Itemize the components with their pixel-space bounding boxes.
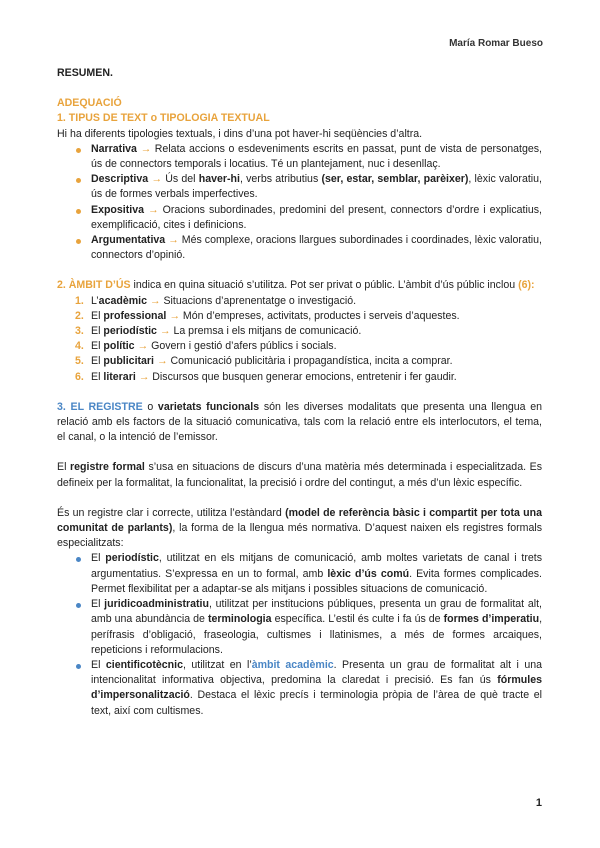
bullet-icon bbox=[76, 664, 81, 669]
ambit-paragraph: 2. ÀMBIT D’ÚS indica en quina situació s’utilitza. Pot ser privat o públic. L’àmbit d’ús públic inclou (6): bbox=[57, 279, 535, 292]
bullet-icon bbox=[76, 603, 81, 608]
ambit-list bbox=[57, 294, 542, 385]
list-item: El juridicoadministratiu, utilitzat per institucions públiques, presenta un grau de formalitat alt, amb una abundància de terminologia específica. L’estil és culte i fa ús de formes d’imperatiu, perífrasis d’obligació, fraseologia, cultismes i llatinismes, a més de formes arcaiques, repeticions i reformulacions. bbox=[57, 597, 542, 658]
bullet-icon bbox=[76, 178, 81, 183]
list-item: El cientificotècnic, utilitzat en l’àmbit acadèmic. Presenta un grau de formalitat alt i una intencionalitat informativa objectiva, predomina la claredat i precisió. Es fan ús fórmules d’impersonalització. Destaca el lèxic precís i terminologia pròpia de l’àrea de què tracte el text, així com cultismes. bbox=[57, 658, 542, 719]
registre-paragraph: 3. EL REGISTRE o varietats funcionals són les diverses modalitats que presenta una llengua en relació amb els factors de la situació comunicativa, tals com la relació entre els interlocutors, el tema, el canal, o la intenció de l’emissor. bbox=[57, 400, 542, 444]
list-item: 4. El polític → Govern i gestió d’afers públics i socials. bbox=[75, 340, 337, 353]
estandard-paragraph: És un registre clar i correcte, utilitza l’estàndard (model de referència bàsic i compartit per tota una comunitat de parlants), la forma de la llengua més normativa. D’aquest naixen els registres formals especialitzats: bbox=[57, 506, 542, 550]
document-body bbox=[57, 66, 542, 719]
list-item: Descriptiva → Ús del haver-hi, verbs atributius (ser, estar, semblar, parèixer), lèxic valoratiu, ús de formes verbals imperfectives. bbox=[57, 172, 542, 202]
list-item: El periodístic, utilitzat en els mitjans de comunicació, amb moltes varietats de canal i trets argumentatius. S’expressa en un to formal, amb lèxic d’ús comú. Evita formes complicades. Permet flexibilitat per a adaptar-se als mitjans i possibles situacions de comunicació. bbox=[57, 551, 542, 597]
registre-formal-paragraph: El registre formal s’usa en situacions de discurs d’una matèria més determinada i especialitzada. Es defineix per la formalitat, la funcionalitat, la precisió i ordre del contingut, a més d’un lèxic específic. bbox=[57, 461, 542, 489]
tipologia-intro: Hi ha diferents tipologies textuals, i dins d’una pot haver-hi seqüències d’altra. bbox=[57, 127, 423, 140]
list-item: 3. El periodístic → La premsa i els mitjans de comunicació. bbox=[75, 325, 362, 338]
document-title: RESUMEN. bbox=[57, 67, 113, 79]
bullet-icon bbox=[76, 239, 81, 244]
tipologia-list bbox=[57, 142, 542, 264]
section-heading-registre: 3. EL REGISTRE bbox=[57, 400, 143, 413]
registres-list bbox=[57, 551, 542, 718]
section-heading-ambit: 2. ÀMBIT D’ÚS bbox=[57, 279, 131, 292]
page-number: 1 bbox=[535, 797, 542, 809]
bullet-icon bbox=[76, 209, 81, 214]
bullet-icon bbox=[76, 557, 81, 562]
list-item: 6. El literari → Discursos que busquen generar emocions, entretenir i fer gaudir. bbox=[75, 370, 457, 383]
list-item: 1. L’acadèmic → Situacions d’aprenentatge o investigació. bbox=[75, 294, 357, 307]
list-item: Narrativa → Relata accions o esdeveniments escrits en passat, punt de vista de personatges, ús de connectors temporals i locatius. Té un plantejament, nuc i desenllaç. bbox=[57, 142, 542, 172]
section-heading-tipus-text: 1. TIPUS DE TEXT o TIPOLOGIA TEXTUAL bbox=[57, 112, 270, 125]
section-heading-adequacio: ADEQUACIÓ bbox=[57, 97, 122, 110]
list-item: 5. El publicitari → Comunicació publicitària i propagandística, incita a comprar. bbox=[75, 355, 453, 368]
list-item: 2. El professional → Món d’empreses, activitats, productes i serveis d’aquestes. bbox=[75, 309, 460, 322]
author-name: María Romar Bueso bbox=[449, 38, 543, 49]
list-item: Argumentativa → Més complexe, oracions llargues subordinades i coordinades, lèxic valoratiu, connectors d’opinió. bbox=[57, 233, 542, 263]
bullet-icon bbox=[76, 148, 81, 153]
list-item: Expositiva → Oracions subordinades, predomini del present, connectors d’ordre i explicatius, exemplificació, cites i definicions. bbox=[57, 203, 542, 233]
